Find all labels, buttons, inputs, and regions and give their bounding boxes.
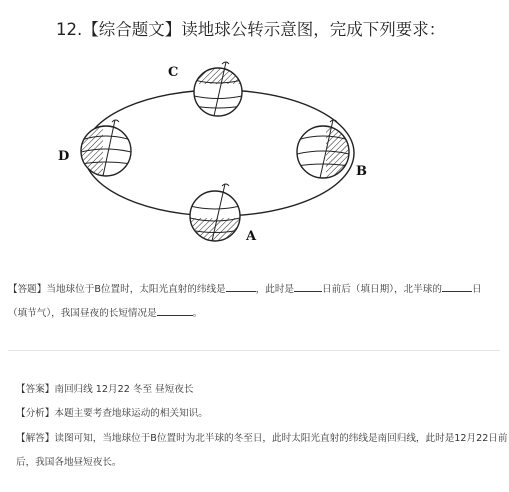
- earth-position-a: [190, 184, 240, 242]
- question-tag: 【答题】: [8, 284, 47, 295]
- solution-line-2: 后，我国各地昼短夜长。: [16, 457, 122, 468]
- question-text-2a: （填节气），我国昼夜的长短情况是: [8, 308, 157, 319]
- question-line-1: [8, 281, 482, 295]
- question-text-1c: 日前后（填日期），北半球的: [322, 284, 442, 295]
- blank-season-day[interactable]: [442, 281, 472, 292]
- earth-position-d: [81, 120, 131, 176]
- blank-day-night[interactable]: [157, 305, 193, 316]
- label-position-a: A: [246, 229, 257, 244]
- question-text-1a: 当地球位于B位置时，太阳光直射的纬线是: [46, 284, 226, 295]
- label-position-c: C: [168, 65, 179, 80]
- earth-position-b: [297, 120, 350, 178]
- solution-line-1: 【解答】读图可知，当地球位于B位置时为北半球的冬至日，此时太阳光直射的纬线是南回归线，此时是12月22日前: [16, 433, 508, 444]
- label-position-b: B: [356, 164, 367, 179]
- question-title: 12.【综合题文】读地球公转示意图，完成下列要求：: [56, 20, 446, 39]
- blank-date[interactable]: [294, 281, 322, 292]
- analysis-line: 【分析】本题主要考查地球运动的相关知识。: [16, 408, 208, 419]
- section-divider: [8, 350, 500, 351]
- blank-latitude[interactable]: [226, 281, 256, 292]
- label-position-d: D: [58, 149, 70, 164]
- question-text-2b: 。: [192, 308, 203, 319]
- question-line-2: [8, 305, 202, 319]
- answer-line: 【答案】南回归线 12月22 冬至 昼短夜长: [16, 384, 194, 395]
- question-text-1b: ，此时是: [255, 284, 295, 295]
- question-text-1d: 日: [471, 284, 482, 295]
- earth-position-c: [194, 62, 242, 116]
